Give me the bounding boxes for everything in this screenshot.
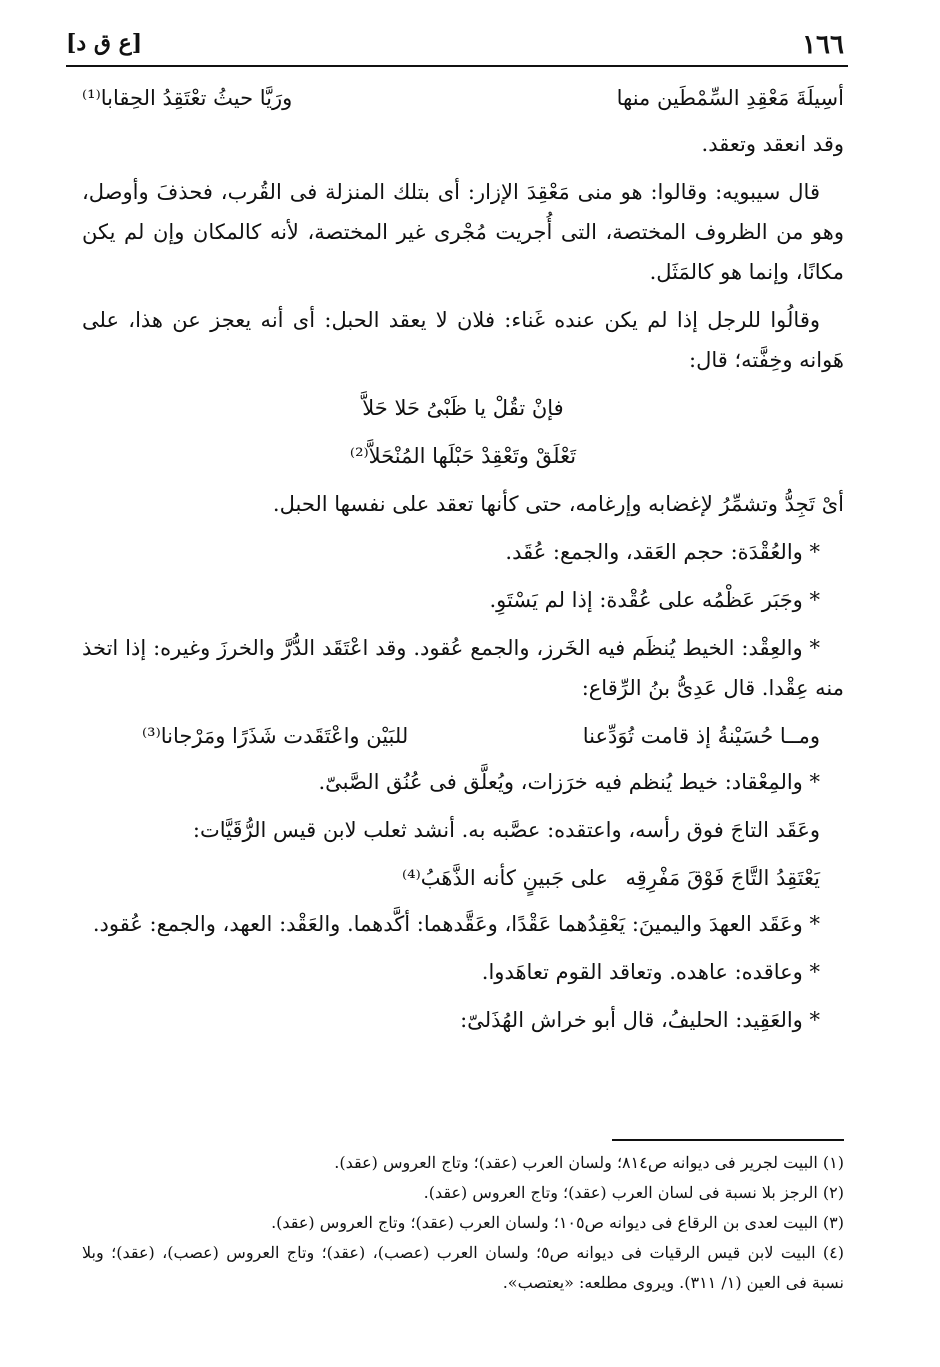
paragraph-11: * وعاقده: عاهده. وتعاقد القوم تعاهَدوا. bbox=[481, 960, 820, 984]
verse-1 bbox=[82, 78, 844, 118]
header-rule bbox=[66, 65, 848, 67]
verse-4-second-hemistich: للبَيْن واعْتَقَدت شَذَرًا ومَرْجانا⁽³⁾ bbox=[142, 724, 409, 748]
paragraph-3: وقالُوا للرجل إذا لم يكن عنده غَناء: فلان لا يعقد الحبل: أى أنه يعجز عن هذا، على هَوانه وخِفَّته؛ قال: bbox=[82, 308, 844, 372]
page-number: ١٦٦ bbox=[802, 30, 844, 60]
paragraph-10: * وعَقَد العهدَ واليمينَ: يَعْقِدُهما عَقْدًا، وعَقَّدهما: أكَّدهما. والعَقْد: العهد، والجمع: عُقود. bbox=[92, 912, 820, 936]
verse-5-second-hemistich: على جَبينٍ كأنه الذَّهَبُ⁽⁴⁾ bbox=[402, 866, 608, 890]
verse-1-second-hemistich: ورَيَّا حيثُ تعْتَقِدُ الحِقابا⁽¹⁾ bbox=[82, 86, 293, 110]
verse-1-first-hemistich: أسِيلَةَ مَعْقِدِ السِّمْطَين منها bbox=[616, 86, 844, 110]
verse-2: فإنْ تقُلْ يا ظَبْىُ حَلا حَلاَّ bbox=[362, 396, 564, 420]
paragraph-7: * والعِقْد: الخيط يُنظَم فيه الخَرز، والجمع عُقود. وقد اعْتَقَد الدُّرَّ والخرزَ وغيره: إذا اتخذ منه عِقْدا. قال عَدِىُّ بنُ الرِّقاع: bbox=[82, 636, 844, 700]
footnote-4: (٤) البيت لابن قيس الرقيات فى ديوانه ص٥؛ ولسان العرب (عصب)، (عقد)؛ وتاج العروس (عصب)، (عقد)؛ وبلا نسبة فى العين (١/ ٣١١). ويروى مطلعه: «يعتصب». bbox=[82, 1243, 844, 1292]
verse-5 bbox=[82, 858, 844, 898]
paragraph-4: أىْ تَجِدُّ وتشمِّرُ لإغضابه وإرغامه، حتى كأنها تعقد على نفسها الحبل. bbox=[272, 492, 844, 516]
paragraph-2: قال سيبويه: وقالوا: هو منى مَعْقِدَ الإزار: أى بتلك المنزلة فى القُرب، فحذفَ وأوصل، وهو من الظروف المختصة، التى أُجريت مُجْرى غير المختصة، لأنه كالمكان وإن لم يكن مكانًا، وإنما هو كالمَثَل. bbox=[82, 180, 844, 284]
paragraph-9: وعَقَد التاجَ فوق رأسه، واعتقده: عصَّبه به. أنشد ثعلب لابن قيس الرُّقَيَّات: bbox=[192, 818, 820, 842]
verse-5-first-hemistich: يَعْتَقِدُ التَّاجَ فَوْقَ مَفْرِقِه bbox=[625, 866, 820, 890]
main-text bbox=[82, 78, 844, 1048]
footnote-3: (٣) البيت لعدى بن الرقاع فى ديوانه ص١٠٥؛ ولسان العرب (عقد)؛ وتاج العروس (عقد). bbox=[271, 1213, 844, 1232]
footnote-2: (٢) الرجز بلا نسبة فى لسان العرب (عقد)؛ وتاج العروس (عقد). bbox=[423, 1183, 844, 1202]
verse-4 bbox=[82, 716, 844, 756]
paragraph-1: وقد انعقد وتعقد. bbox=[701, 132, 844, 156]
verse-4-first-hemistich: ومــا حُسَيْنةُ إذ قامت تُوَدِّعنا bbox=[582, 724, 820, 748]
footnotes bbox=[82, 1148, 844, 1298]
footnote-rule bbox=[612, 1139, 844, 1141]
root-heading: [ع ق د] bbox=[66, 30, 143, 56]
paragraph-6: * وجَبَر عَظْمُه على عُقْدة: إذا لم يَسْتَوِ. bbox=[489, 588, 820, 612]
paragraph-5: * والعُقْدَة: حجم العَقد، والجمع: عُقَد. bbox=[505, 540, 820, 564]
paragraph-12: * والعَقِيد: الحليفُ، قال أبو خراش الهُذَلىّ: bbox=[460, 1008, 820, 1032]
footnote-1: (١) البيت لجرير فى ديوانه ص٨١٤؛ ولسان العرب (عقد)؛ وتاج العروس (عقد). bbox=[334, 1153, 844, 1172]
paragraph-8: * والمِعْقاد: خيط يُنظم فيه خرَزات، ويُعلَّق فى عُنُق الصَّبىّ. bbox=[318, 770, 820, 794]
verse-3: تَعْلَقْ وتَعْقِدْ حَبْلَها المُنْحَلاَّ⁽²⁾ bbox=[349, 444, 577, 468]
